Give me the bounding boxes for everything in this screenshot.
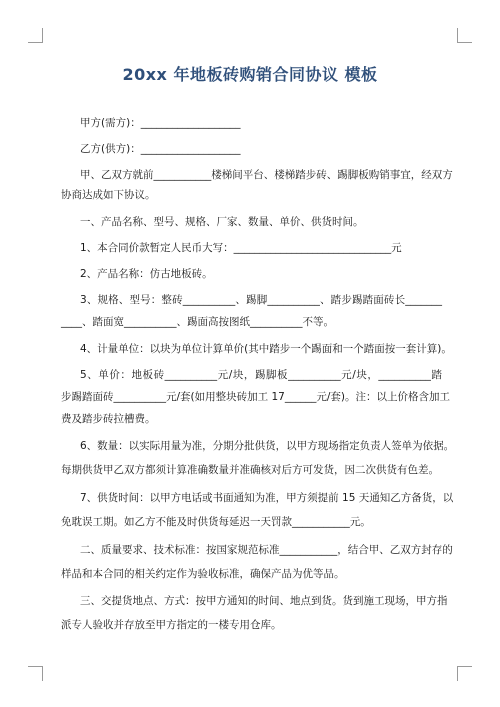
paragraph-line: 样品和本合同的相关约定作为验收标准，确保产品为优等品。 [61,568,345,580]
corner-mark-bottom-left [28,666,43,681]
paragraph-line: 4、计量单位：以块为单位计算单价(其中踏步一个踢面和一个踏面按一套计算)。 [80,343,452,355]
section-heading: 三、交提货地点、方式：按甲方通知的时间、地点到货。货到施工现场，甲方指 [80,595,448,607]
paragraph-line: 甲、乙双方就前___________楼梯间平台、楼梯踏步砖、踢脚板购销事宜，经双方 [80,169,453,181]
paragraph-line: 协商达成如下协议。 [61,189,156,201]
paragraph-line: 派专人验收并存放至甲方指定的一楼专用仓库。 [61,619,282,631]
paragraph-line: 1、本合同价款暂定人民币大写：______________________________元 [80,242,402,254]
document-title: 20xx 年地板砖购销合同协议 模板 [122,65,378,84]
corner-mark-top-right [457,28,472,43]
paragraph-line: 3、规格、型号：整砖__________、踢脚__________、踏步踢踏面砖长_______ [80,294,442,306]
paragraph-line: ____、踏面宽__________、踢面高按图纸__________不等。 [61,316,334,328]
paragraph-line: 费及踏步砖拉槽费。 [61,413,156,425]
party-a-line: 甲方(需方)：___________________ [80,117,241,129]
corner-mark-bottom-right [457,666,472,681]
corner-mark-top-left [28,28,43,43]
paragraph-line: 免耽误工期。如乙方不能及时供货每延迟一天罚款___________元。 [61,516,371,528]
paragraph-line: 7、供货时间：以甲方电话或书面通知为准，甲方须提前 15 天通知乙方备货，以 [80,492,454,504]
paragraph-line: 5、单价：地板砖__________元/块，踢脚板__________元/块，__________踏 [80,369,442,381]
section-heading: 一、产品名称、型号、规格、厂家、数量、单价、供货时间。 [80,216,364,228]
paragraph-line: 6、数量：以实际用量为准，分期分批供货，以甲方现场指定负责人签单为依据。 [80,440,455,452]
section-heading: 二、质量要求、技术标准：按国家规范标准___________，结合甲、乙双方封存的 [80,544,453,556]
paragraph-line: 2、产品名称：仿古地板砖。 [80,268,213,280]
paragraph-line: 每期供货甲乙双方都须计算准确数量并准确核对后方可发货，因二次供货有色差。 [61,464,439,476]
party-b-line: 乙方(供方)：___________________ [80,143,241,155]
paragraph-line: 步踢踏面砖__________元/套(如用整块砖加工 17______元/套)。注：以上价格含加工 [61,391,450,403]
